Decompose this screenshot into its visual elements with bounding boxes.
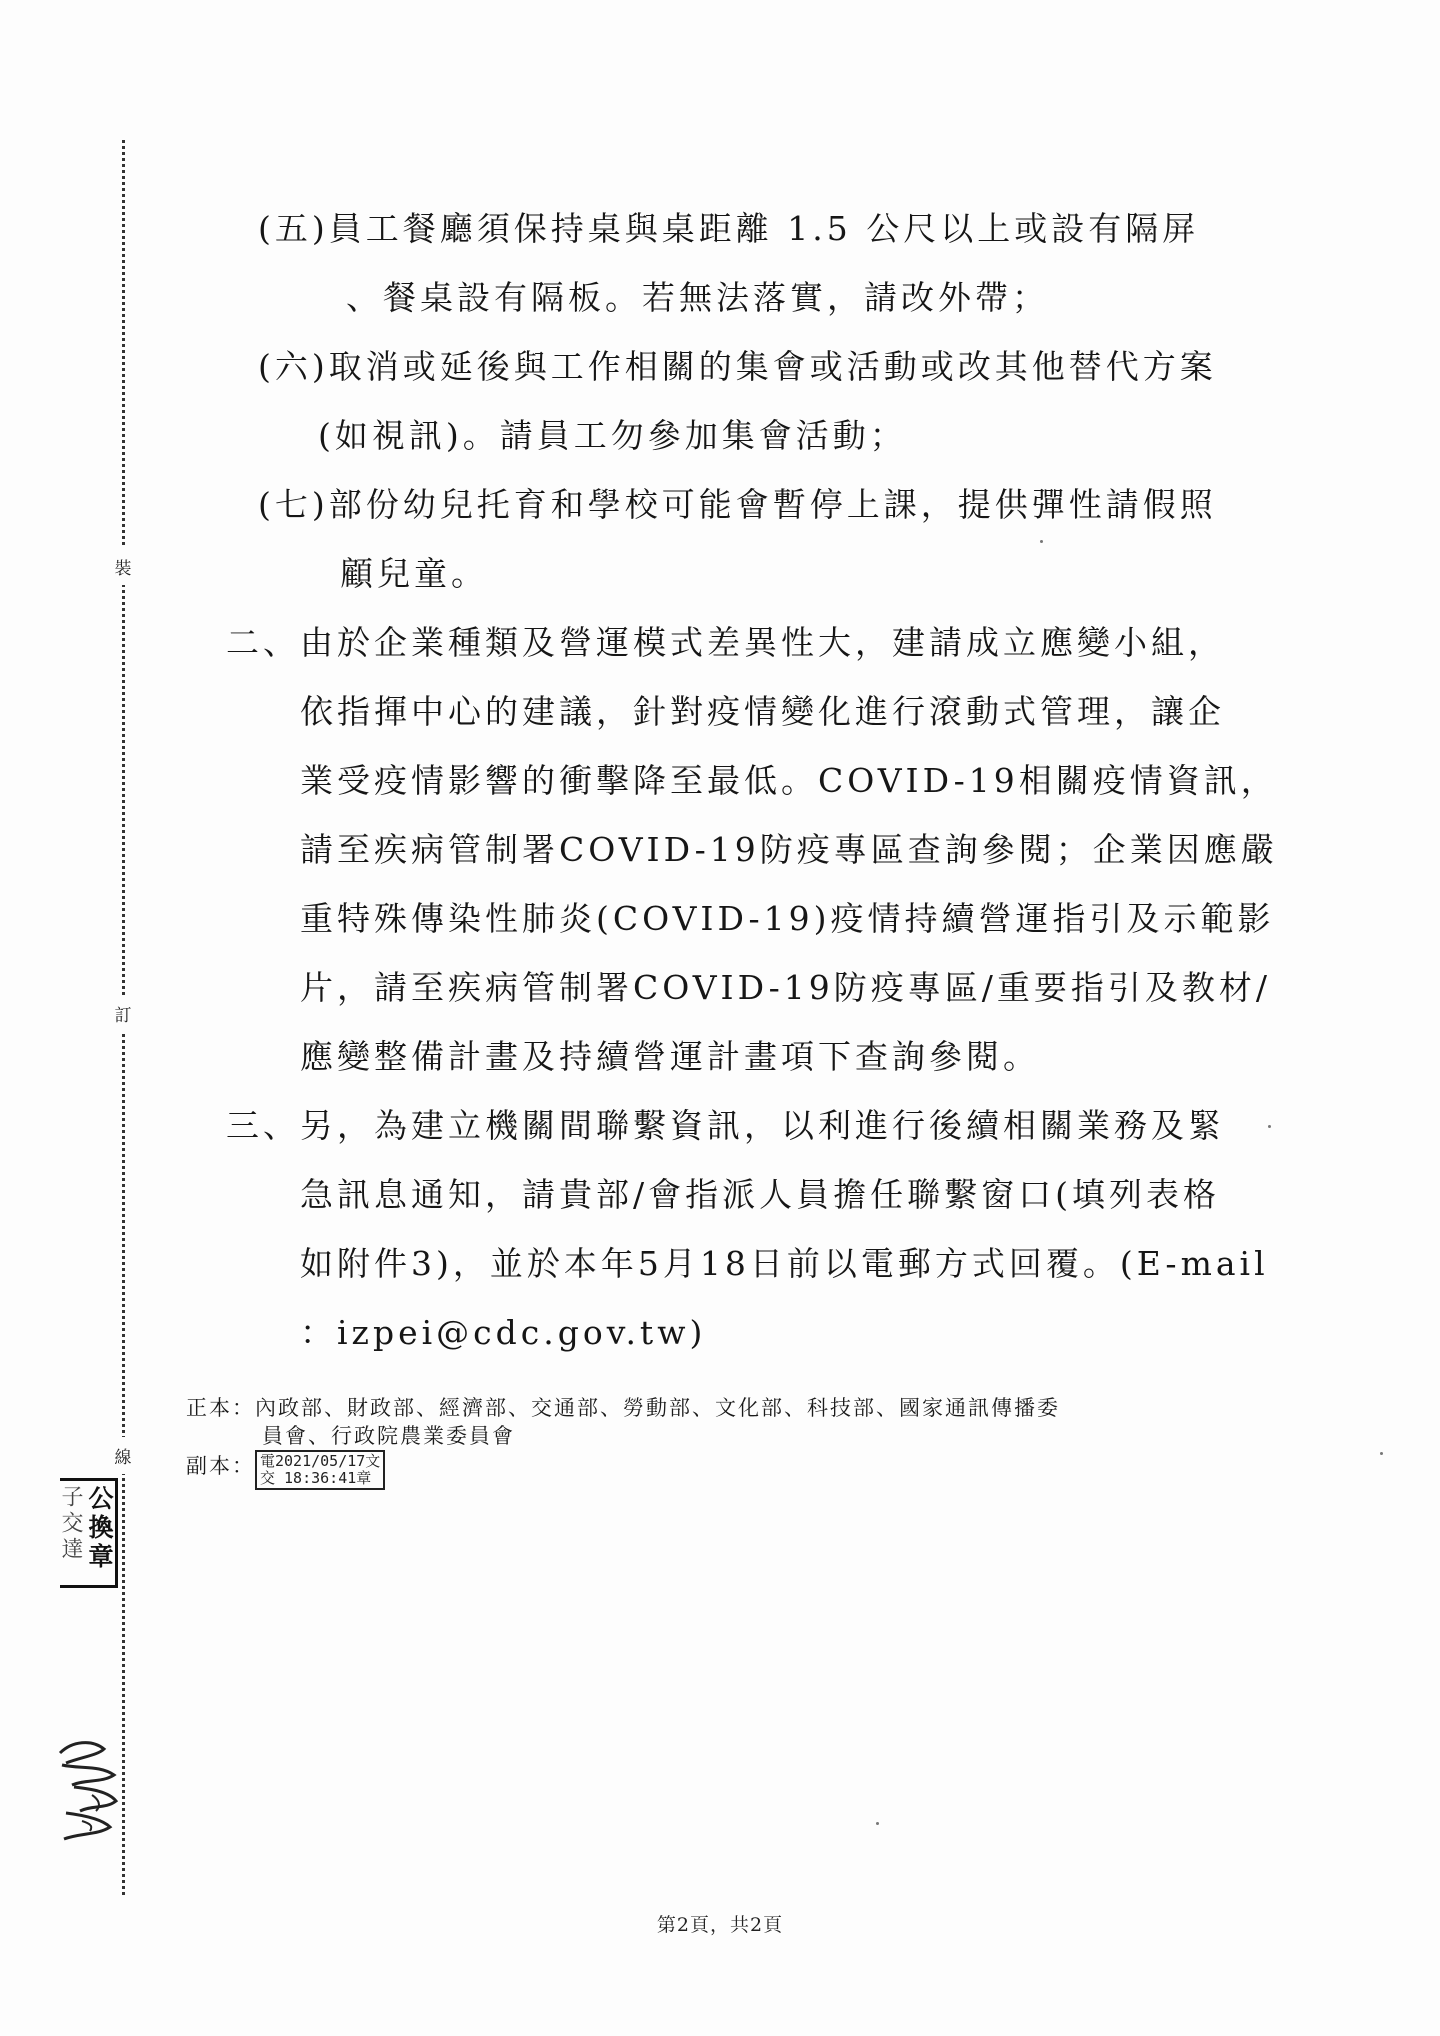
stamp-line-2: 交 18:36:41章 bbox=[260, 1469, 372, 1487]
handwritten-mark-icon bbox=[52, 1735, 124, 1845]
body-line: 顧兒童。 bbox=[340, 554, 488, 593]
body-line: ：izpei@cdc.gov.tw) bbox=[300, 1313, 707, 1352]
electronic-exchange-stamp bbox=[255, 1450, 385, 1490]
seal-left-column: 子交達 bbox=[58, 1485, 83, 1563]
seal-right-column: 公換章 bbox=[85, 1485, 114, 1572]
copy-label: 副本： bbox=[186, 1454, 255, 1478]
scan-speck bbox=[1380, 1452, 1383, 1455]
body-line: 依指揮中心的建議，針對疫情變化進行滾動式管理，讓企 bbox=[300, 692, 1225, 731]
body-line: (六)取消或延後與工作相關的集會或活動或改其他替代方案 bbox=[258, 347, 1217, 386]
original-recipients-line1 bbox=[186, 1392, 1060, 1422]
binding-label-xian: 線 bbox=[106, 1437, 140, 1474]
copy-recipients-line bbox=[186, 1450, 385, 1490]
scan-speck bbox=[1040, 540, 1043, 543]
body-line: 重特殊傳染性肺炎(COVID-19)疫情持續營運指引及示範影 bbox=[300, 899, 1275, 938]
binding-label-ding: 訂 bbox=[106, 995, 140, 1032]
scan-speck bbox=[1268, 1125, 1271, 1128]
body-line: 片，請至疾病管制署COVID-19防疫專區/重要指引及教材/ bbox=[300, 968, 1272, 1007]
original-label: 正本： bbox=[186, 1396, 255, 1420]
original-recipients: 內政部、財政部、經濟部、交通部、勞動部、文化部、科技部、國家通訊傳播委 bbox=[255, 1396, 1060, 1420]
scan-speck bbox=[876, 1822, 879, 1825]
original-recipients-line2: 員會、行政院農業委員會 bbox=[262, 1424, 515, 1448]
binding-label-zhuang: 裝 bbox=[106, 548, 140, 585]
body-line: (七)部份幼兒托育和學校可能會暫停上課，提供彈性請假照 bbox=[258, 485, 1217, 524]
exchange-seal bbox=[60, 1478, 118, 1588]
stamp-line-1: 電2021/05/17文 bbox=[260, 1452, 381, 1470]
body-line: 二、由於企業種類及營運模式差異性大，建請成立應變小組， bbox=[226, 623, 1225, 662]
body-line: (如視訊)。請員工勿參加集會活動； bbox=[318, 416, 907, 455]
body-line: 、餐桌設有隔板。若無法落實，請改外帶； bbox=[346, 278, 1049, 317]
body-line: 如附件3)，並於本年5月18日前以電郵方式回覆。(E-mail bbox=[300, 1244, 1269, 1283]
body-line: 急訊息通知，請貴部/會指派人員擔任聯繫窗口(填列表格 bbox=[300, 1175, 1220, 1214]
body-line: 應變整備計畫及持續營運計畫項下查詢參閱。 bbox=[300, 1037, 1040, 1076]
body-line: 業受疫情影響的衝擊降至最低。COVID-19相關疫情資訊， bbox=[300, 761, 1278, 800]
body-line: (五)員工餐廳須保持桌與桌距離 1.5 公尺以上或設有隔屏 bbox=[258, 209, 1200, 248]
body-line: 三、另，為建立機關間聯繫資訊，以利進行後續相關業務及緊 bbox=[226, 1106, 1225, 1145]
page-number: 第2頁，共2頁 bbox=[656, 1914, 784, 1936]
body-line: 請至疾病管制署COVID-19防疫專區查詢參閱；企業因應嚴 bbox=[300, 830, 1278, 869]
